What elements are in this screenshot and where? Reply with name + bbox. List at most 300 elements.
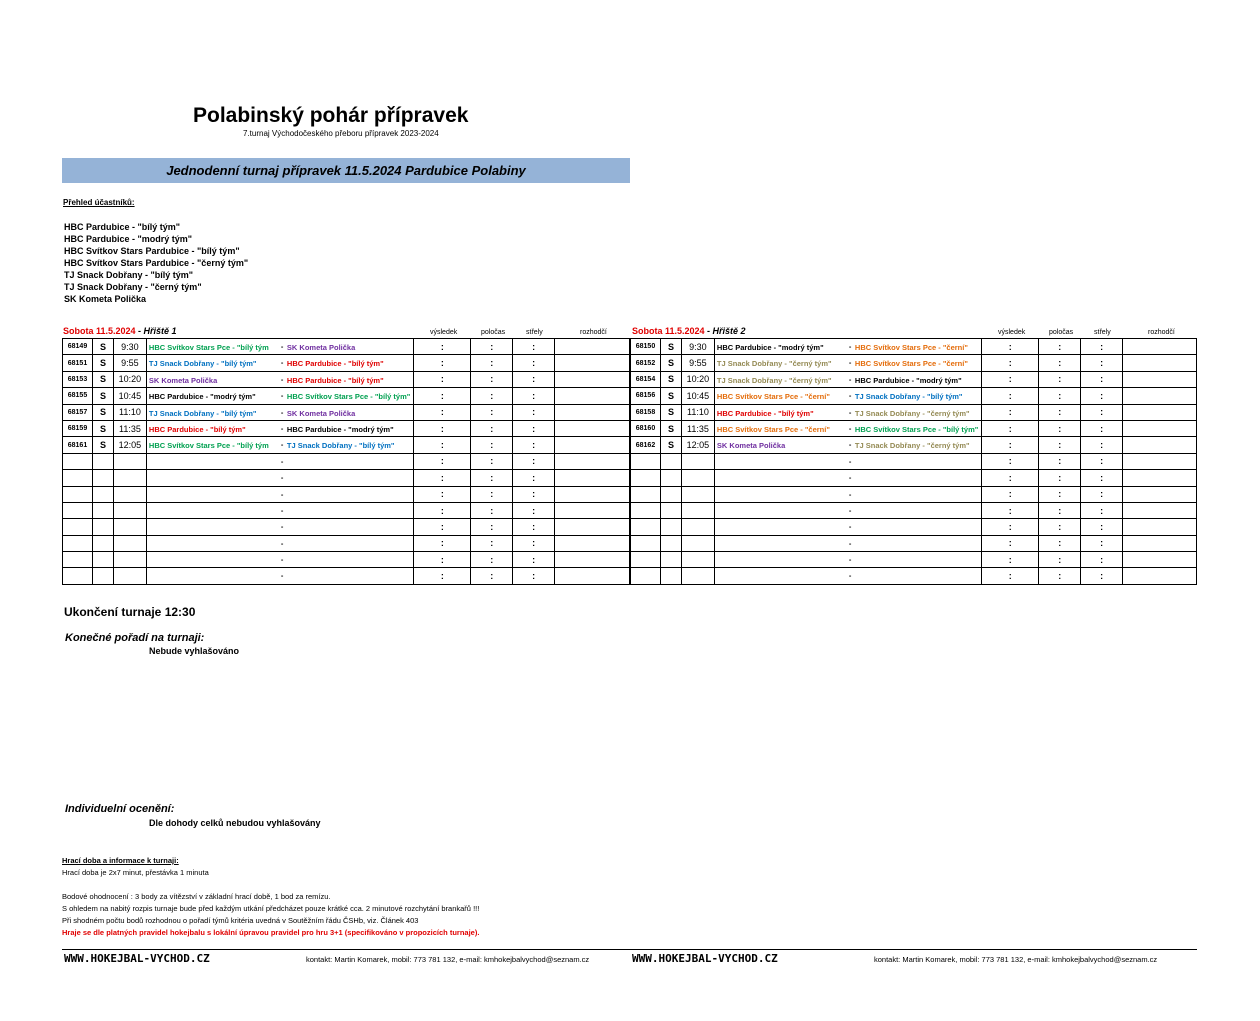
match-number: 68162 <box>631 437 661 453</box>
match-row <box>63 388 630 404</box>
home-team: HBC Pardubice - "bílý tým" <box>716 408 814 418</box>
away-team: HBC Svítkov Stars Pce - "bílý tým" <box>854 424 979 434</box>
home-team: HBC Svítkov Stars Pce - "bílý tým <box>148 343 269 352</box>
match-row <box>631 355 1197 371</box>
match-number <box>631 486 661 502</box>
team-separator: - <box>848 473 852 483</box>
team-separator: - <box>848 391 852 401</box>
match-teams <box>146 388 413 404</box>
shots-cell: : <box>513 568 555 584</box>
home-team: HBC Pardubice - "modrý tým" <box>148 392 256 402</box>
shots-cell: : <box>513 470 555 486</box>
match-time <box>113 502 146 518</box>
referee-cell <box>1123 437 1197 453</box>
team-separator: - <box>280 391 284 401</box>
page-subtitle: 7.turnaj Východočeského přeboru přípravek 2023-2024 <box>243 129 439 138</box>
team-separator: - <box>848 505 852 515</box>
participant-item: HBC Svítkov Stars Pardubice - "bílý tým" <box>64 246 240 256</box>
referee-cell <box>555 486 630 502</box>
away-team: TJ Snack Dobřany - "černý tým" <box>854 441 970 451</box>
result-cell: : <box>982 535 1039 551</box>
match-number <box>631 552 661 568</box>
team-separator: - <box>280 440 284 450</box>
away-team: HBC Pardubice - "modrý tým" <box>286 424 394 434</box>
match-teams <box>714 552 981 568</box>
referee-cell <box>555 453 630 469</box>
shots-cell: : <box>1081 404 1123 420</box>
away-team: TJ Snack Dobřany - "bílý tým" <box>286 441 395 451</box>
rink1-date: Sobota 11.5.2024 <box>63 326 136 336</box>
home-team: SK Kometa Polička <box>716 441 786 451</box>
half-cell: : <box>1039 420 1081 436</box>
away-team: HBC Svítkov Stars Pce - "černí" <box>854 359 968 369</box>
shots-cell: : <box>1081 388 1123 404</box>
match-type <box>660 453 681 469</box>
match-type: S <box>660 339 681 355</box>
team-separator: - <box>280 571 284 581</box>
match-number <box>63 502 93 518</box>
half-cell: : <box>1039 502 1081 518</box>
match-type <box>92 502 113 518</box>
match-teams <box>146 535 413 551</box>
match-number <box>63 552 93 568</box>
footer-contact-left: kontakt: Martin Komarek, mobil: 773 781 132, e-mail: kmhokejbalvychod@seznam.cz <box>306 955 590 964</box>
rink2-col-shots: střely <box>1094 329 1111 336</box>
match-time <box>681 502 714 518</box>
tournament-banner <box>62 158 630 183</box>
referee-cell <box>1123 519 1197 535</box>
match-type: S <box>92 371 113 387</box>
rink2-col-half: poločas <box>1049 329 1074 336</box>
match-time <box>681 486 714 502</box>
info-line: S ohledem na nabitý rozpis turnaje bude před každým utkání předcházet pouze krátké cca. 2 minutové rozchytání brankařů !!! <box>62 904 480 913</box>
match-row <box>63 502 630 518</box>
shots-cell: : <box>1081 552 1123 568</box>
team-separator: - <box>848 423 852 433</box>
half-cell: : <box>1039 519 1081 535</box>
result-cell: : <box>982 437 1039 453</box>
match-row <box>631 552 1197 568</box>
half-cell: : <box>471 339 513 355</box>
result-cell: : <box>982 502 1039 518</box>
home-team: HBC Svítkov Stars Pce - "černí" <box>716 424 830 434</box>
result-cell: : <box>414 437 471 453</box>
match-teams <box>146 453 413 469</box>
referee-cell <box>1123 535 1197 551</box>
half-cell: : <box>471 502 513 518</box>
match-teams <box>714 420 981 436</box>
team-separator: - <box>280 555 284 565</box>
match-teams <box>714 470 981 486</box>
footer-contact-right: kontakt: Martin Komarek, mobil: 773 781 132, e-mail: kmhokejbalvychod@seznam.cz <box>874 955 1158 964</box>
final-standings-text: Nebude vyhlašováno <box>149 646 240 656</box>
match-number: 68155 <box>63 388 93 404</box>
match-row <box>631 568 1197 584</box>
team-separator: - <box>280 342 284 351</box>
shots-cell: : <box>1081 486 1123 502</box>
shots-cell: : <box>1081 502 1123 518</box>
match-row <box>63 568 630 584</box>
team-separator: - <box>280 374 284 384</box>
info-line: Hrací doba je 2x7 minut, přestávka 1 minuta <box>62 868 209 877</box>
team-separator: - <box>848 456 852 466</box>
match-teams <box>714 568 981 584</box>
shots-cell: : <box>1081 437 1123 453</box>
match-number <box>63 453 93 469</box>
footer-website-right[interactable]: WWW.HOKEJBAL-VYCHOD.CZ <box>632 952 778 965</box>
match-number: 68150 <box>631 339 661 355</box>
referee-cell <box>1123 420 1197 436</box>
half-cell: : <box>471 535 513 551</box>
match-time: 10:20 <box>681 371 714 387</box>
match-number: 68161 <box>63 437 93 453</box>
match-teams <box>714 388 981 404</box>
match-number <box>631 470 661 486</box>
match-number <box>631 519 661 535</box>
half-cell: : <box>1039 371 1081 387</box>
result-cell: : <box>414 355 471 371</box>
match-time: 9:30 <box>113 339 146 355</box>
result-cell: : <box>414 552 471 568</box>
participant-item: TJ Snack Dobřany - "bílý tým" <box>64 270 194 280</box>
half-cell: : <box>471 519 513 535</box>
rink2-col-referee: rozhodčí <box>1148 329 1175 336</box>
away-team: TJ Snack Dobřany - "bílý tým" <box>854 392 963 402</box>
match-teams <box>714 404 981 420</box>
home-team: HBC Pardubice - "bílý tým" <box>148 424 246 434</box>
team-separator: - <box>848 555 852 565</box>
referee-cell <box>1123 355 1197 371</box>
match-time <box>681 552 714 568</box>
team-separator: - <box>280 538 284 548</box>
match-time: 9:30 <box>681 339 714 355</box>
shots-cell: : <box>1081 535 1123 551</box>
match-type <box>660 470 681 486</box>
shots-cell: : <box>513 388 555 404</box>
match-teams <box>146 470 413 486</box>
match-time <box>113 568 146 584</box>
result-cell: : <box>982 388 1039 404</box>
referee-cell <box>1123 404 1197 420</box>
half-cell: : <box>1039 486 1081 502</box>
referee-cell <box>555 339 630 355</box>
banner-text: Jednodenní turnaj přípravek 11.5.2024 Pardubice Polabiny <box>166 163 526 178</box>
rink2-heading <box>632 326 746 336</box>
rink1-sep: - <box>135 326 144 336</box>
match-row <box>631 470 1197 486</box>
match-type: S <box>660 371 681 387</box>
match-type: S <box>660 388 681 404</box>
match-time: 9:55 <box>113 355 146 371</box>
match-time <box>681 519 714 535</box>
match-time: 10:45 <box>681 388 714 404</box>
match-type <box>660 552 681 568</box>
match-number <box>63 519 93 535</box>
shots-cell: : <box>1081 371 1123 387</box>
match-number: 68158 <box>631 404 661 420</box>
result-cell: : <box>982 568 1039 584</box>
match-number: 68152 <box>631 355 661 371</box>
team-separator: - <box>280 423 284 433</box>
team-separator: - <box>280 522 284 532</box>
match-row <box>631 420 1197 436</box>
team-separator: - <box>280 358 284 368</box>
away-team: HBC Pardubice - "modrý tým" <box>854 375 962 385</box>
rink1-col-half: poločas <box>481 329 506 336</box>
half-cell: : <box>471 404 513 420</box>
result-cell: : <box>982 371 1039 387</box>
info-heading: Hrací doba a informace k turnaji: <box>62 856 179 865</box>
shots-cell: : <box>1081 355 1123 371</box>
team-separator: - <box>848 358 852 368</box>
match-type <box>660 486 681 502</box>
rink2-date: Sobota 11.5.2024 <box>632 326 705 336</box>
match-type <box>92 453 113 469</box>
shots-cell: : <box>1081 568 1123 584</box>
match-teams <box>146 552 413 568</box>
match-row <box>631 371 1197 387</box>
home-team: HBC Svítkov Stars Pce - "černí" <box>716 392 830 402</box>
match-type: S <box>660 420 681 436</box>
match-time: 12:05 <box>113 437 146 453</box>
match-number <box>63 535 93 551</box>
home-team: HBC Svítkov Stars Pce - "bílý tým <box>148 441 269 451</box>
rink1-col-shots: střely <box>526 329 543 336</box>
rink1-col-referee: rozhodčí <box>580 329 607 336</box>
match-time: 10:45 <box>113 388 146 404</box>
match-row <box>63 437 630 453</box>
result-cell: : <box>414 470 471 486</box>
match-number <box>631 502 661 518</box>
rink2-sep: - <box>704 326 713 336</box>
match-time: 11:35 <box>113 420 146 436</box>
match-time <box>113 470 146 486</box>
half-cell: : <box>1039 404 1081 420</box>
participants-list <box>64 221 248 305</box>
match-row <box>63 453 630 469</box>
result-cell: : <box>414 371 471 387</box>
half-cell: : <box>471 355 513 371</box>
match-type <box>92 552 113 568</box>
half-cell: : <box>471 568 513 584</box>
match-time <box>113 535 146 551</box>
match-type: S <box>660 355 681 371</box>
match-type <box>92 568 113 584</box>
half-cell: : <box>471 437 513 453</box>
shots-cell: : <box>513 339 555 355</box>
match-row <box>63 486 630 502</box>
team-separator: - <box>848 407 852 417</box>
away-team: HBC Pardubice - "bílý tým" <box>286 359 384 369</box>
match-number: 68157 <box>63 404 93 420</box>
match-row <box>63 552 630 568</box>
match-row <box>631 502 1197 518</box>
match-row <box>631 388 1197 404</box>
match-row <box>631 519 1197 535</box>
referee-cell <box>1123 486 1197 502</box>
match-teams <box>714 437 981 453</box>
result-cell: : <box>414 420 471 436</box>
half-cell: : <box>471 470 513 486</box>
referee-cell <box>555 388 630 404</box>
team-separator: - <box>848 538 852 548</box>
match-type <box>92 470 113 486</box>
result-cell: : <box>982 420 1039 436</box>
match-type: S <box>92 355 113 371</box>
match-type <box>660 502 681 518</box>
match-teams <box>714 486 981 502</box>
half-cell: : <box>471 552 513 568</box>
shots-cell: : <box>1081 453 1123 469</box>
team-separator: - <box>280 505 284 515</box>
referee-cell <box>555 404 630 420</box>
match-teams <box>714 339 981 355</box>
match-number: 68151 <box>63 355 93 371</box>
match-row <box>63 339 630 355</box>
rink1-schedule-table <box>62 338 630 585</box>
result-cell: : <box>982 339 1039 355</box>
match-teams <box>714 453 981 469</box>
match-number <box>631 568 661 584</box>
match-teams <box>714 535 981 551</box>
result-cell: : <box>414 519 471 535</box>
match-type <box>92 519 113 535</box>
referee-cell <box>1123 502 1197 518</box>
participant-item: HBC Pardubice - "bílý tým" <box>64 222 181 232</box>
result-cell: : <box>414 453 471 469</box>
match-time <box>113 519 146 535</box>
half-cell: : <box>1039 388 1081 404</box>
match-number <box>63 486 93 502</box>
match-row <box>631 453 1197 469</box>
half-cell: : <box>1039 535 1081 551</box>
match-number: 68159 <box>63 420 93 436</box>
match-type: S <box>92 420 113 436</box>
referee-cell <box>1123 339 1197 355</box>
team-separator: - <box>280 473 284 483</box>
shots-cell: : <box>513 519 555 535</box>
match-row <box>63 355 630 371</box>
result-cell: : <box>982 470 1039 486</box>
rink2-schedule-table <box>630 338 1197 585</box>
half-cell: : <box>471 453 513 469</box>
away-team: TJ Snack Dobřany - "černý tým" <box>854 408 970 418</box>
shots-cell: : <box>513 486 555 502</box>
match-row <box>63 420 630 436</box>
shots-cell: : <box>513 453 555 469</box>
match-teams <box>146 437 413 453</box>
footer-website-left[interactable]: WWW.HOKEJBAL-VYCHOD.CZ <box>64 952 210 965</box>
rink1-heading <box>63 326 177 336</box>
shots-cell: : <box>513 437 555 453</box>
match-teams <box>146 568 413 584</box>
result-cell: : <box>982 552 1039 568</box>
team-separator: - <box>848 342 852 351</box>
away-team: SK Kometa Polička <box>286 408 356 418</box>
half-cell: : <box>471 388 513 404</box>
result-cell: : <box>414 339 471 355</box>
result-cell: : <box>982 355 1039 371</box>
match-number <box>631 453 661 469</box>
team-separator: - <box>280 489 284 499</box>
match-number: 68149 <box>63 339 93 355</box>
half-cell: : <box>1039 470 1081 486</box>
match-row <box>631 404 1197 420</box>
half-cell: : <box>1039 355 1081 371</box>
match-time: 9:55 <box>681 355 714 371</box>
match-type: S <box>92 404 113 420</box>
match-type: S <box>92 437 113 453</box>
result-cell: : <box>982 486 1039 502</box>
match-type: S <box>660 437 681 453</box>
half-cell: : <box>471 371 513 387</box>
half-cell: : <box>471 486 513 502</box>
match-time: 11:10 <box>681 404 714 420</box>
match-row <box>631 486 1197 502</box>
match-type <box>92 535 113 551</box>
referee-cell <box>555 437 630 453</box>
home-team: TJ Snack Dobřany - "černý tým" <box>716 375 832 385</box>
shots-cell: : <box>513 535 555 551</box>
shots-cell: : <box>1081 339 1123 355</box>
shots-cell: : <box>513 371 555 387</box>
match-type <box>660 519 681 535</box>
result-cell: : <box>414 535 471 551</box>
team-separator: - <box>848 440 852 450</box>
away-team: SK Kometa Polička <box>286 343 356 352</box>
half-cell: : <box>1039 568 1081 584</box>
individual-awards-heading: Individuelní ocenění: <box>65 803 175 815</box>
result-cell: : <box>414 568 471 584</box>
result-cell: : <box>414 388 471 404</box>
match-row <box>63 470 630 486</box>
home-team: HBC Pardubice - "modrý tým" <box>716 343 824 352</box>
match-row <box>631 535 1197 551</box>
away-team: HBC Svítkov Stars Pce - "bílý tým" <box>286 392 411 402</box>
half-cell: : <box>1039 453 1081 469</box>
match-time <box>113 453 146 469</box>
match-teams <box>714 519 981 535</box>
match-teams <box>146 420 413 436</box>
rink1-col-result: výsledek <box>430 329 458 336</box>
participant-item: HBC Svítkov Stars Pardubice - "černý tým" <box>64 258 249 268</box>
rink1-name: Hřiště 1 <box>143 326 177 336</box>
team-separator: - <box>848 522 852 532</box>
team-separator: - <box>280 407 284 417</box>
match-teams <box>146 339 413 355</box>
team-separator: - <box>848 374 852 384</box>
referee-cell <box>1123 388 1197 404</box>
result-cell: : <box>982 453 1039 469</box>
info-line: Při shodném počtu bodů rozhodnou o pořadí týmů kritéria uvedná v Soutěžním řádu ČSHb, viz. Článek 403 <box>62 916 419 925</box>
referee-cell <box>555 420 630 436</box>
home-team: TJ Snack Dobřany - "bílý tým" <box>148 359 257 369</box>
match-time: 11:10 <box>113 404 146 420</box>
individual-awards-text: Dle dohody celků nebudou vyhlašovány <box>149 818 321 828</box>
match-type <box>92 486 113 502</box>
match-number <box>631 535 661 551</box>
referee-cell <box>1123 470 1197 486</box>
match-number: 68153 <box>63 371 93 387</box>
referee-cell <box>555 519 630 535</box>
tournament-end: Ukončení turnaje 12:30 <box>64 605 196 619</box>
match-number <box>63 470 93 486</box>
result-cell: : <box>982 404 1039 420</box>
match-time <box>681 453 714 469</box>
match-teams <box>146 502 413 518</box>
shots-cell: : <box>1081 420 1123 436</box>
match-time: 12:05 <box>681 437 714 453</box>
